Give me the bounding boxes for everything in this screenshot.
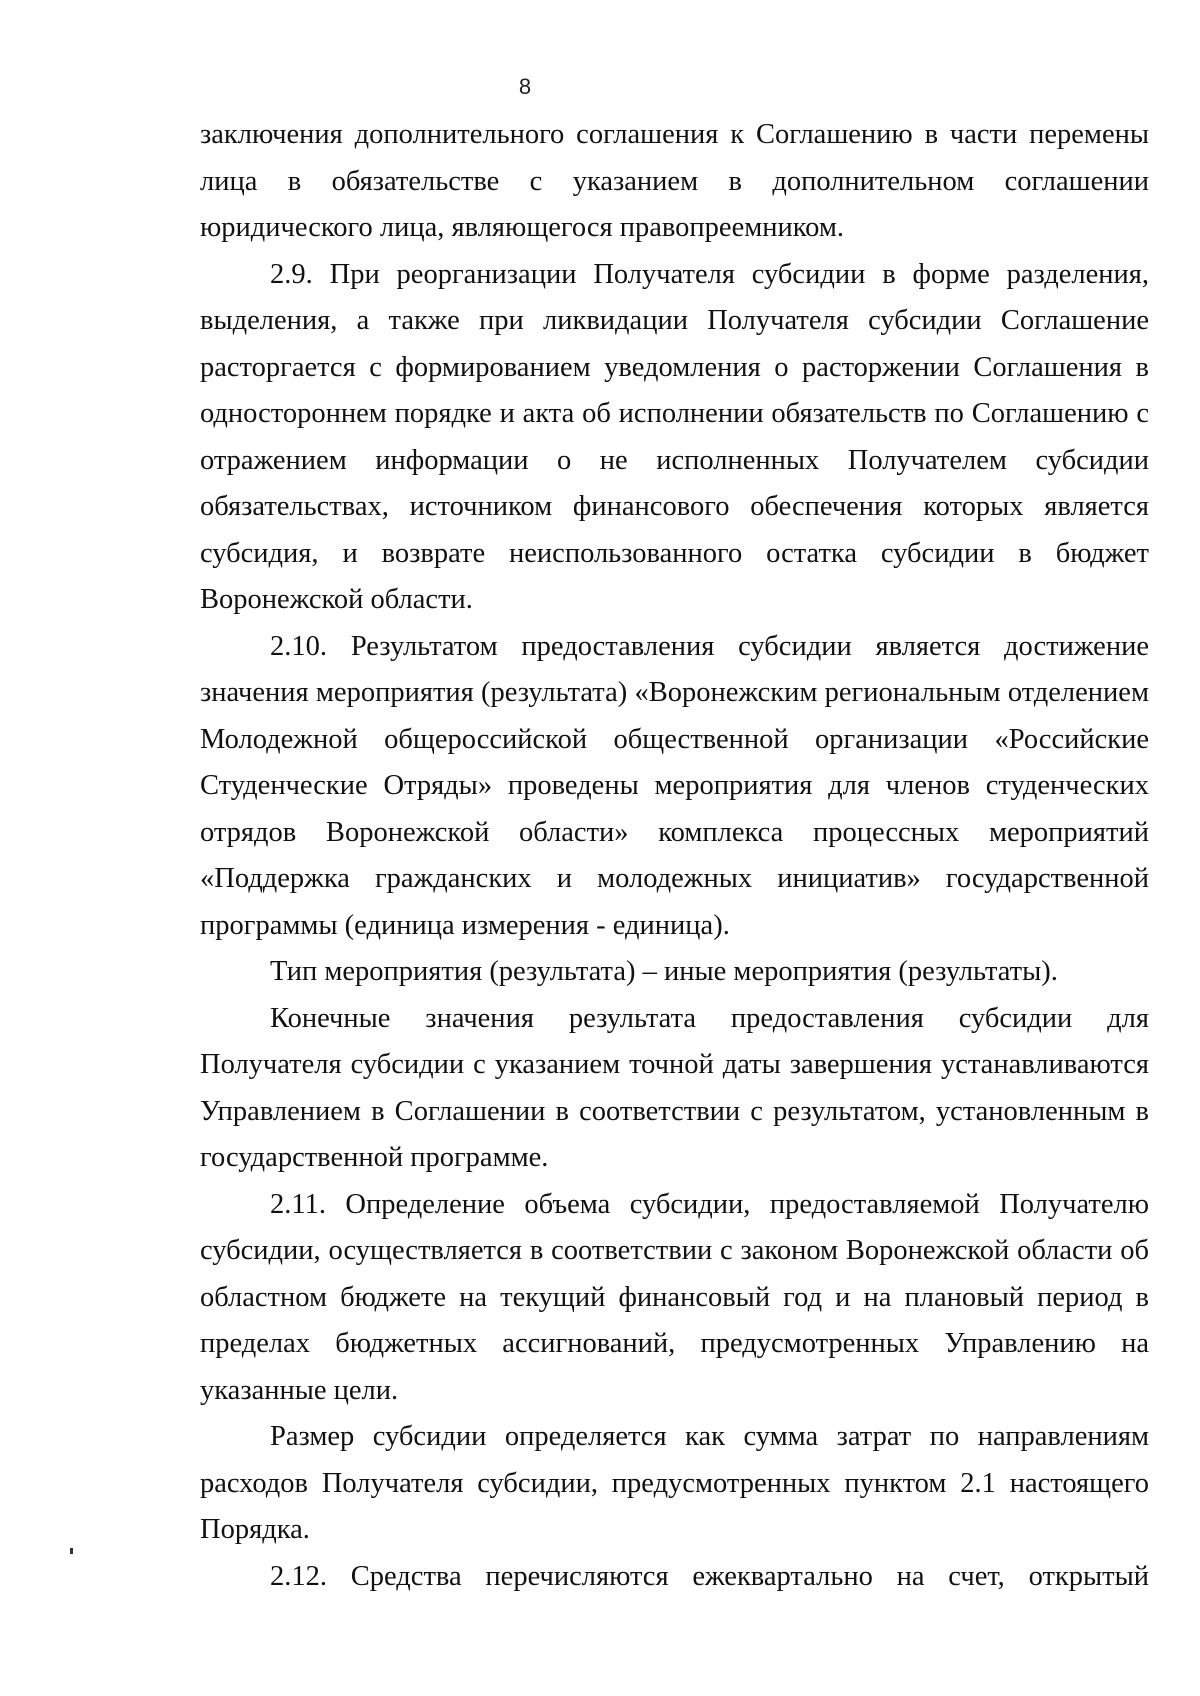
document-body	[200, 112, 1149, 1600]
paragraph-2-12: 2.12. Средства перечисляются ежеквартально на счет, открытый	[270, 1560, 1149, 1592]
paragraph-result-type: Тип мероприятия (результата) – иные мероприятия (результаты).	[270, 956, 1058, 987]
paragraph-2-11: 2.11. Определение объема субсидии, предоставляемой Получателю субсидии, осуществляется в соответствии с законом Воронежской области об областном бюджете на текущий финансовый год и на плановый период в пределах бюджетных ассигнований, предусмотренных Управлению на указанные цели.	[200, 1188, 1149, 1406]
paragraph-subsidy-size: Размер субсидии определяется как сумма затрат по направлениям расходов Получателя субсидии, предусмотренных пунктом 2.1 настоящего Порядка.	[200, 1421, 1149, 1545]
paragraph-2-10: 2.10. Результатом предоставления субсидии является достижение значения мероприятия (результата) «Воронежским региональным отделением Молодежной общероссийской общественной организации «Российские Студенческие Отряды» проведены мероприятия для членов студенческих отрядов Воронежской области» комплекса процессных мероприятий «Поддержка гражданских и молодежных инициатив» государственной программы (единица измерения - единица).	[200, 630, 1149, 941]
paragraph-continuation: заключения дополнительного соглашения к Соглашению в части перемены лица в обязательстве с указанием в дополнительном соглашении юридического лица, являющегося правопреемником.	[200, 119, 1149, 243]
scan-margin-mark	[70, 1548, 73, 1554]
paragraph-final-values: Конечные значения результата предоставления субсидии для Получателя субсидии с указанием точной даты завершения устанавливаются Управлением в Соглашении в соответствии с результатом, установленным в государственной программе.	[200, 1002, 1149, 1173]
page-number: 8	[518, 74, 532, 99]
paragraph-2-9: 2.9. При реорганизации Получателя субсидии в форме разделения, выделения, а также при ликвидации Получателя субсидии Соглашение расторгается с формированием уведомления о расторжении Соглашения в одностороннем порядке и акта об исполнении обязательств по Соглашению с отражением информации о не исполненных Получателем субсидии обязательствах, источником финансового обеспечения которых является субсидия, и возврате неиспользованного остатка субсидии в бюджет Воронежской области.	[200, 258, 1149, 615]
